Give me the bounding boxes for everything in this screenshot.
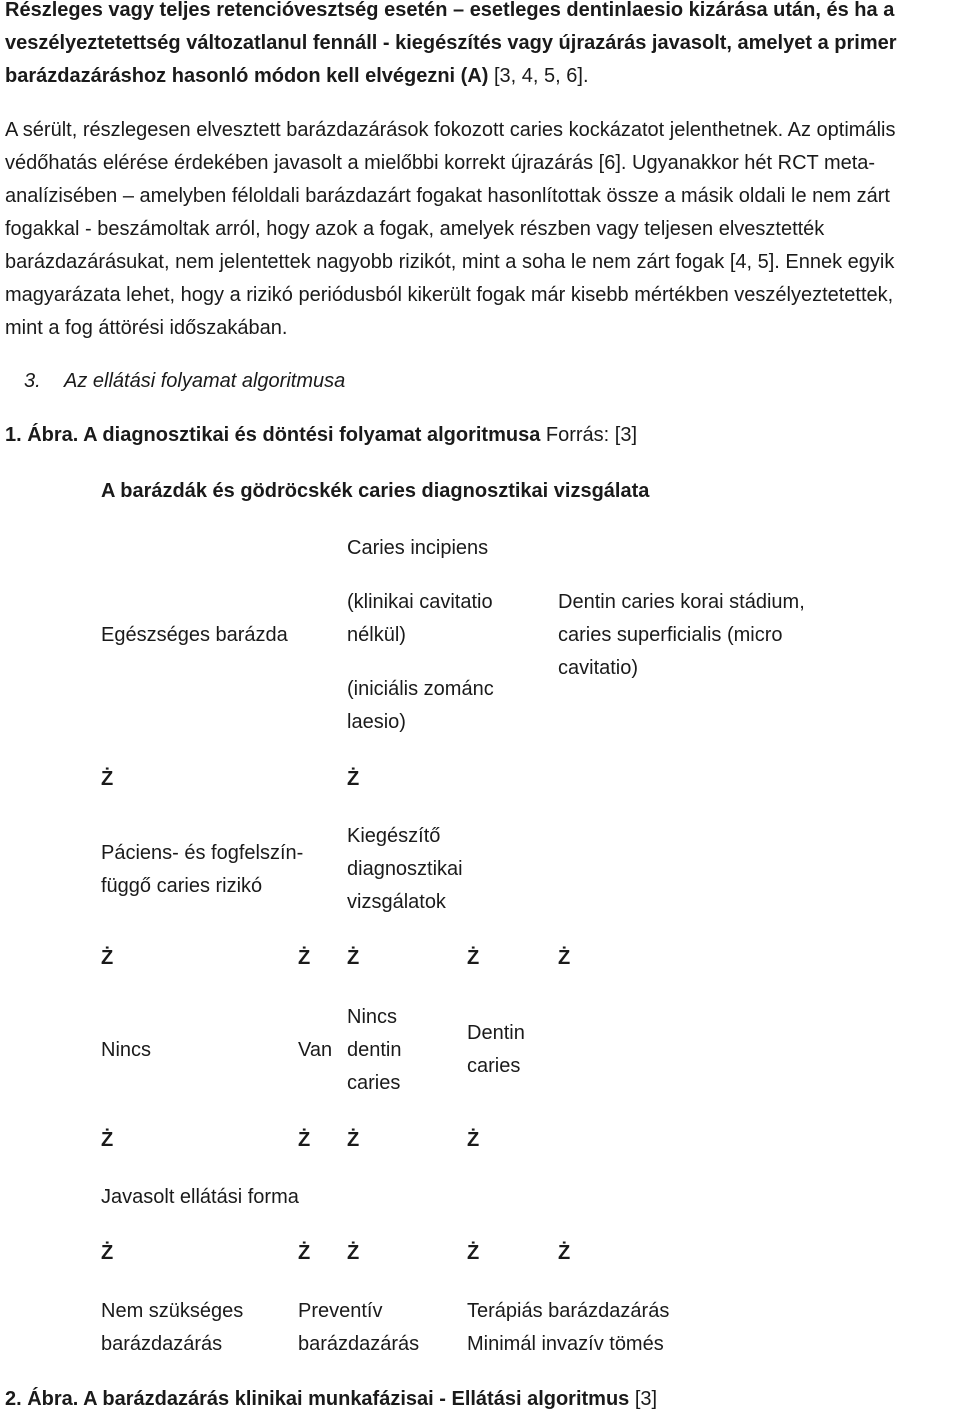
- arrow-down-icon: Ż: [298, 1242, 311, 1264]
- figure2-source: [3]: [629, 1388, 658, 1410]
- arrow-down-icon: Ż: [347, 1129, 360, 1151]
- intro-p1-line3: [5, 60, 589, 93]
- intro-p1-line3-refs: [3, 4, 5, 6].: [488, 65, 589, 87]
- preventive-2: barázdazárás: [298, 1333, 420, 1355]
- arrow-down-icon: Ż: [347, 1242, 360, 1264]
- section-number: 3.: [24, 370, 41, 392]
- patient-risk-1: Páciens- és fogfelszín-: [101, 842, 304, 864]
- figure2-caption: [5, 1383, 657, 1416]
- not-needed-1: Nem szükséges: [101, 1300, 244, 1322]
- arrow-down-icon: Ż: [347, 947, 360, 969]
- arrow-down-icon: Ż: [467, 947, 480, 969]
- therapeutic-1: Terápiás barázdazárás: [467, 1300, 670, 1322]
- dentin-early-2: caries superficialis (micro: [558, 624, 783, 646]
- dentin-caries-1: Dentin: [467, 1022, 525, 1044]
- recommended-care: Javasolt ellátási forma: [101, 1186, 299, 1208]
- figure2-label: 2. Ábra. A barázdazárás klinikai munkafázisai - Ellátási algoritmus: [5, 1388, 630, 1410]
- therapeutic-2: Minimál invazív tömés: [467, 1333, 664, 1355]
- intro-p2-line1: A sérült, részlegesen elvesztett barázdazárások fokozott caries kockázatot jelenthetnek. Az optimális: [5, 119, 896, 141]
- dentin-early-1: Dentin caries korai stádium,: [558, 591, 805, 613]
- figure1-source: Forrás: [3]: [540, 424, 638, 446]
- dentin-early-3: cavitatio): [558, 657, 639, 679]
- figure1-caption: [5, 419, 637, 452]
- flow-title: A barázdák és gödröcskék caries diagnosztikai vizsgálata: [101, 480, 650, 502]
- section-title: Az ellátási folyamat algoritmusa: [64, 370, 346, 392]
- arrow-down-icon: Ż: [298, 947, 311, 969]
- intro-p1-line2: veszélyeztetettség változatlanul fennáll - kiegészítés vagy újrazárás javasolt, amelyet a primer: [5, 32, 897, 54]
- intro-p2-line7: mint a fog áttörési időszakában.: [5, 317, 288, 339]
- arrow-down-icon: Ż: [101, 1129, 114, 1151]
- figure1-label: 1. Ábra. A diagnosztikai és döntési folyamat algoritmusa: [5, 424, 541, 446]
- not-needed-2: barázdazárás: [101, 1333, 223, 1355]
- intro-p2-line2: védőhatás elérése érdekében javasolt a mielőbbi korrekt újrazárás [6]. Ugyanakkor hét RCT meta-: [5, 152, 876, 174]
- no-dentin-caries-2: dentin: [347, 1039, 402, 1061]
- arrow-down-icon: Ż: [101, 1242, 114, 1264]
- intro-p1-line3-bold: barázdazáráshoz hasonló módon kell elvégezni (A): [5, 65, 489, 87]
- intro-p2-line6: magyarázata lehet, hogy a rizikó periódusból kikerült fogak már kisebb mértékben veszélyeztetettek,: [5, 284, 894, 306]
- arrow-down-icon: Ż: [558, 1242, 571, 1264]
- incipiens-detail-1: (klinikai cavitatio: [347, 591, 493, 613]
- risk-none: Nincs: [101, 1039, 152, 1061]
- supplementary-3: vizsgálatok: [347, 891, 446, 913]
- arrow-down-icon: Ż: [101, 947, 114, 969]
- dentin-caries-2: caries: [467, 1055, 521, 1077]
- healthy-groove: Egészséges barázda: [101, 624, 288, 646]
- intro-p1-line1: Részleges vagy teljes retencióvesztség esetén – esetleges dentinlaesio kizárása után, és ha a: [5, 0, 895, 21]
- intro-p2-line5: barázdazárásukat, nem jelentettek nagyobb rizikót, mint a soha le nem zárt fogak [4, 5]. Ennek egyik: [5, 251, 895, 273]
- arrow-down-icon: Ż: [467, 1129, 480, 1151]
- no-dentin-caries-3: caries: [347, 1072, 401, 1094]
- arrow-down-icon: Ż: [347, 768, 360, 790]
- incipiens-detail-2: nélkül): [347, 624, 406, 646]
- preventive-1: Preventív: [298, 1300, 383, 1322]
- no-dentin-caries-1: Nincs: [347, 1006, 398, 1028]
- incipiens-detail-4: laesio): [347, 711, 406, 733]
- arrow-down-icon: Ż: [558, 947, 571, 969]
- supplementary-2: diagnosztikai: [347, 858, 463, 880]
- arrow-down-icon: Ż: [467, 1242, 480, 1264]
- caries-incipiens: Caries incipiens: [347, 537, 489, 559]
- intro-p2-line4: fogakkal - beszámoltak arról, hogy azok a fogak, amelyek részben vagy teljesen elvesztették: [5, 218, 825, 240]
- arrow-down-icon: Ż: [298, 1129, 311, 1151]
- patient-risk-2: függő caries rizikó: [101, 875, 263, 897]
- risk-has: Van: [298, 1039, 333, 1061]
- incipiens-detail-3: (iniciális zománc: [347, 678, 494, 700]
- intro-p2-line3: analízisében – amelyben féloldali barázdazárt fogakat hasonlítottak össze a másik oldali le nem zárt: [5, 185, 890, 207]
- supplementary-1: Kiegészítő: [347, 825, 441, 847]
- arrow-down-icon: Ż: [101, 768, 114, 790]
